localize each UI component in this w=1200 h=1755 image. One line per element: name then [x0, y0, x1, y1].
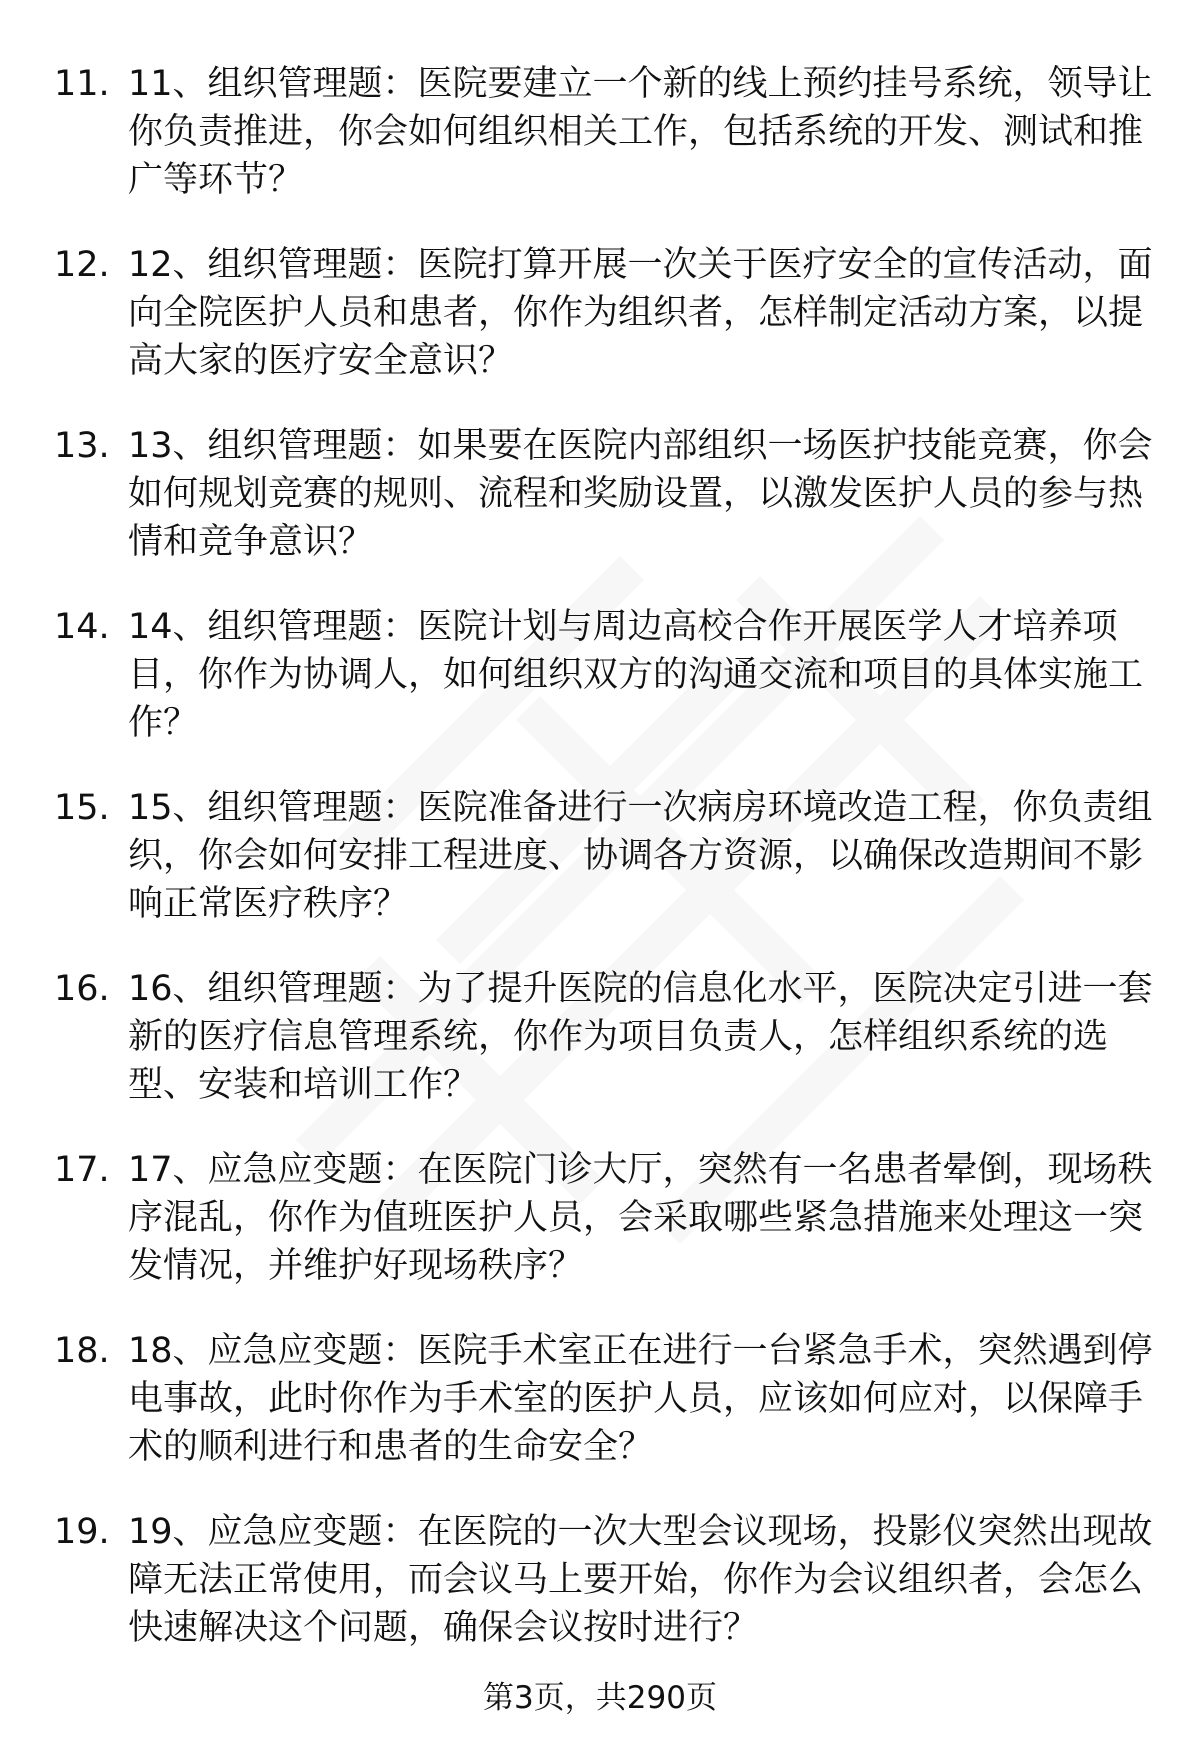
question-number: 19.	[54, 1512, 110, 1552]
question-item-17	[0, 1146, 1200, 1327]
question-number: 17.	[54, 1150, 110, 1190]
question-item-14	[0, 603, 1200, 784]
question-item-11	[0, 60, 1200, 241]
question-item-13	[0, 422, 1200, 603]
question-item-18	[0, 1327, 1200, 1508]
question-number: 12.	[54, 245, 110, 285]
page-footer	[0, 1678, 1200, 1718]
question-item-16	[0, 965, 1200, 1146]
page-number-label: 第3页，共290页	[483, 1680, 717, 1716]
question-number: 14.	[54, 607, 110, 647]
question-text: 12、组织管理题：医院打算开展一次关于医疗安全的宣传活动，面向全院医护人员和患者，你作为组织者，怎样制定活动方案，以提高大家的医疗安全意识？	[128, 245, 1153, 381]
question-text: 16、组织管理题：为了提升医院的信息化水平，医院决定引进一套新的医疗信息管理系统，你作为项目负责人，怎样组织系统的选型、安装和培训工作？	[128, 969, 1153, 1105]
question-text: 13、组织管理题：如果要在医院内部组织一场医护技能竞赛，你会如何规划竞赛的规则、流程和奖励设置，以激发医护人员的参与热情和竞争意识？	[128, 426, 1153, 562]
question-text: 11、组织管理题：医院要建立一个新的线上预约挂号系统，领导让你负责推进，你会如何组织相关工作，包括系统的开发、测试和推广等环节？	[128, 64, 1153, 200]
question-number: 13.	[54, 426, 110, 466]
question-number: 15.	[54, 788, 110, 828]
question-list	[0, 60, 1200, 1689]
question-number: 16.	[54, 969, 110, 1009]
question-text: 17、应急应变题：在医院门诊大厅，突然有一名患者晕倒，现场秩序混乱，你作为值班医护人员，会采取哪些紧急措施来处理这一突发情况，并维护好现场秩序？	[128, 1150, 1153, 1286]
question-text: 15、组织管理题：医院准备进行一次病房环境改造工程，你负责组织，你会如何安排工程进度、协调各方资源，以确保改造期间不影响正常医疗秩序？	[128, 788, 1153, 924]
question-text: 14、组织管理题：医院计划与周边高校合作开展医学人才培养项目，你作为协调人，如何组织双方的沟通交流和项目的具体实施工作？	[128, 607, 1144, 743]
question-text: 19、应急应变题：在医院的一次大型会议现场，投影仪突然出现故障无法正常使用，而会议马上要开始，你作为会议组织者，会怎么快速解决这个问题，确保会议按时进行？	[128, 1512, 1153, 1648]
question-number: 11.	[54, 64, 110, 104]
question-item-15	[0, 784, 1200, 965]
question-item-12	[0, 241, 1200, 422]
question-number: 18.	[54, 1331, 110, 1371]
question-text: 18、应急应变题：医院手术室正在进行一台紧急手术，突然遇到停电事故，此时你作为手术室的医护人员，应该如何应对，以保障手术的顺利进行和患者的生命安全？	[128, 1331, 1153, 1467]
question-item-19	[0, 1508, 1200, 1689]
